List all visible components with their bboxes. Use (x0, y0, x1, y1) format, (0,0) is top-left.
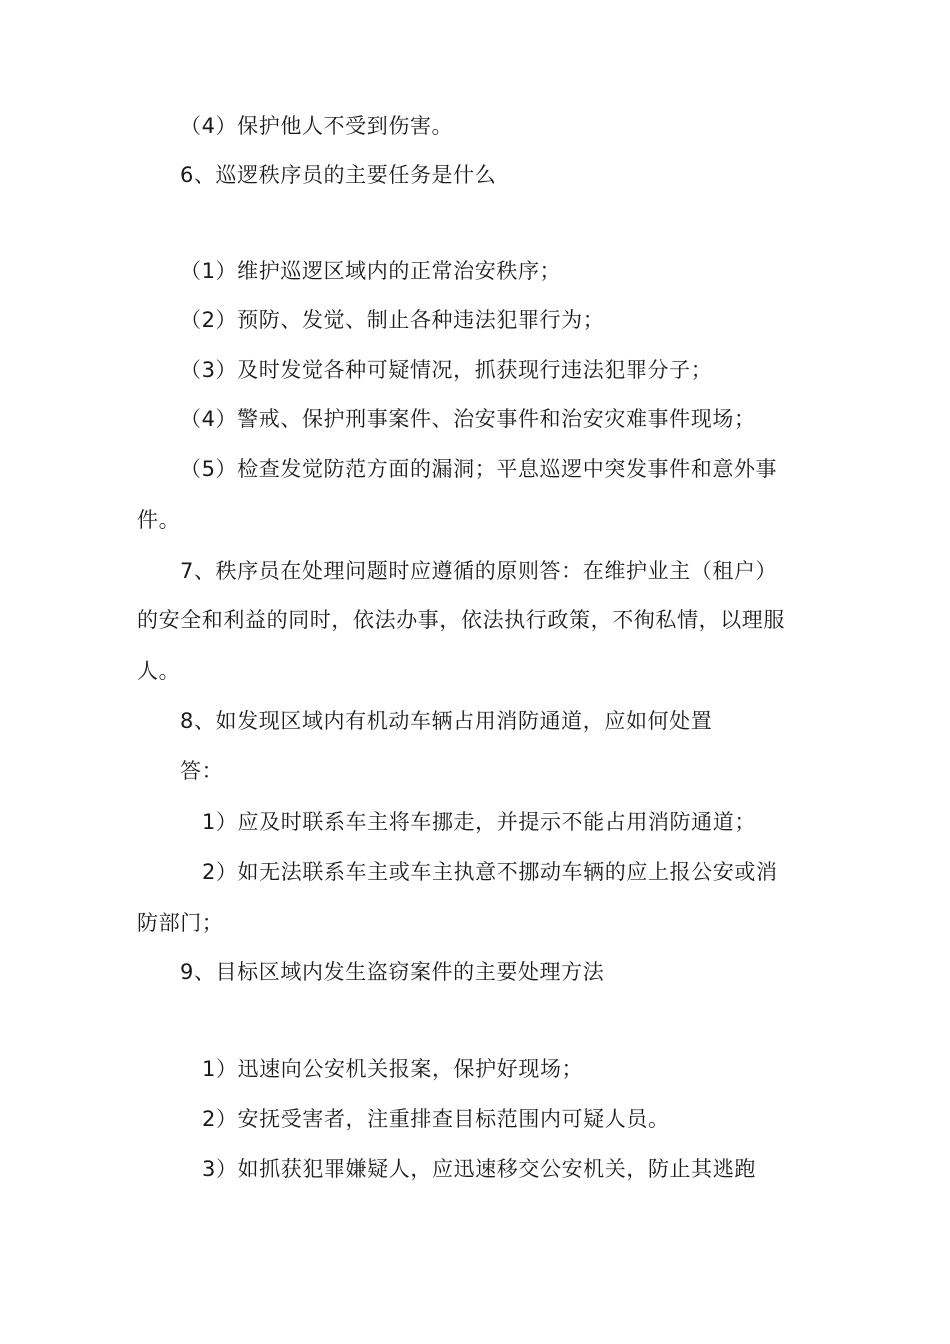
answer-8-item-1: 1）应及时联系车主将车挪走，并提示不能占用消防通道； (202, 810, 756, 834)
answer-6-item-4: （4）警戒、保护刑事案件、治安事件和治安灾难事件现场； (180, 407, 756, 431)
answer-6-item-3: （3）及时发觉各种可疑情况，抓获现行违法犯罪分子； (180, 358, 713, 382)
question-7-continued: 的安全和利益的同时，依法办事，依法执行政策，不徇私情，以理服 (137, 608, 785, 632)
question-7-heading: 7、秩序员在处理问题时应遵循的原则答：在维护业主（租户） (180, 559, 778, 583)
answer-6-item-5: （5）检查发觉防范方面的漏洞；平息巡逻中突发事件和意外事 (180, 457, 778, 481)
question-6-heading: 6、巡逻秩序员的主要任务是什么 (180, 163, 497, 187)
answer-8-label: 答： (180, 759, 224, 783)
answer-8-item-2-continued: 防部门； (137, 911, 224, 935)
answer-6-item-1: （1）维护巡逻区域内的正常治安秩序； (180, 259, 562, 283)
text-line-item-4-protect-others: （4）保护他人不受到伤害。 (180, 114, 454, 138)
answer-6-item-2: （2）预防、发觉、制止各种违法犯罪行为； (180, 308, 605, 332)
question-8-heading: 8、如发现区域内有机动车辆占用消防通道，应如何处置 (180, 709, 713, 733)
answer-9-item-2: 2）安抚受害者，注重排查目标范围内可疑人员。 (202, 1107, 670, 1131)
answer-8-item-2: 2）如无法联系车主或车主执意不挪动车辆的应上报公安或消 (202, 860, 778, 884)
question-7-continued-end: 人。 (137, 659, 181, 683)
answer-9-item-3: 3）如抓获犯罪嫌疑人，应迅速移交公安机关，防止其逃跑 (202, 1157, 756, 1181)
question-9-heading: 9、目标区域内发生盗窃案件的主要处理方法 (180, 960, 605, 984)
answer-6-item-5-continued: 件。 (137, 508, 181, 532)
answer-9-item-1: 1）迅速向公安机关报案，保护好现场； (202, 1057, 584, 1081)
